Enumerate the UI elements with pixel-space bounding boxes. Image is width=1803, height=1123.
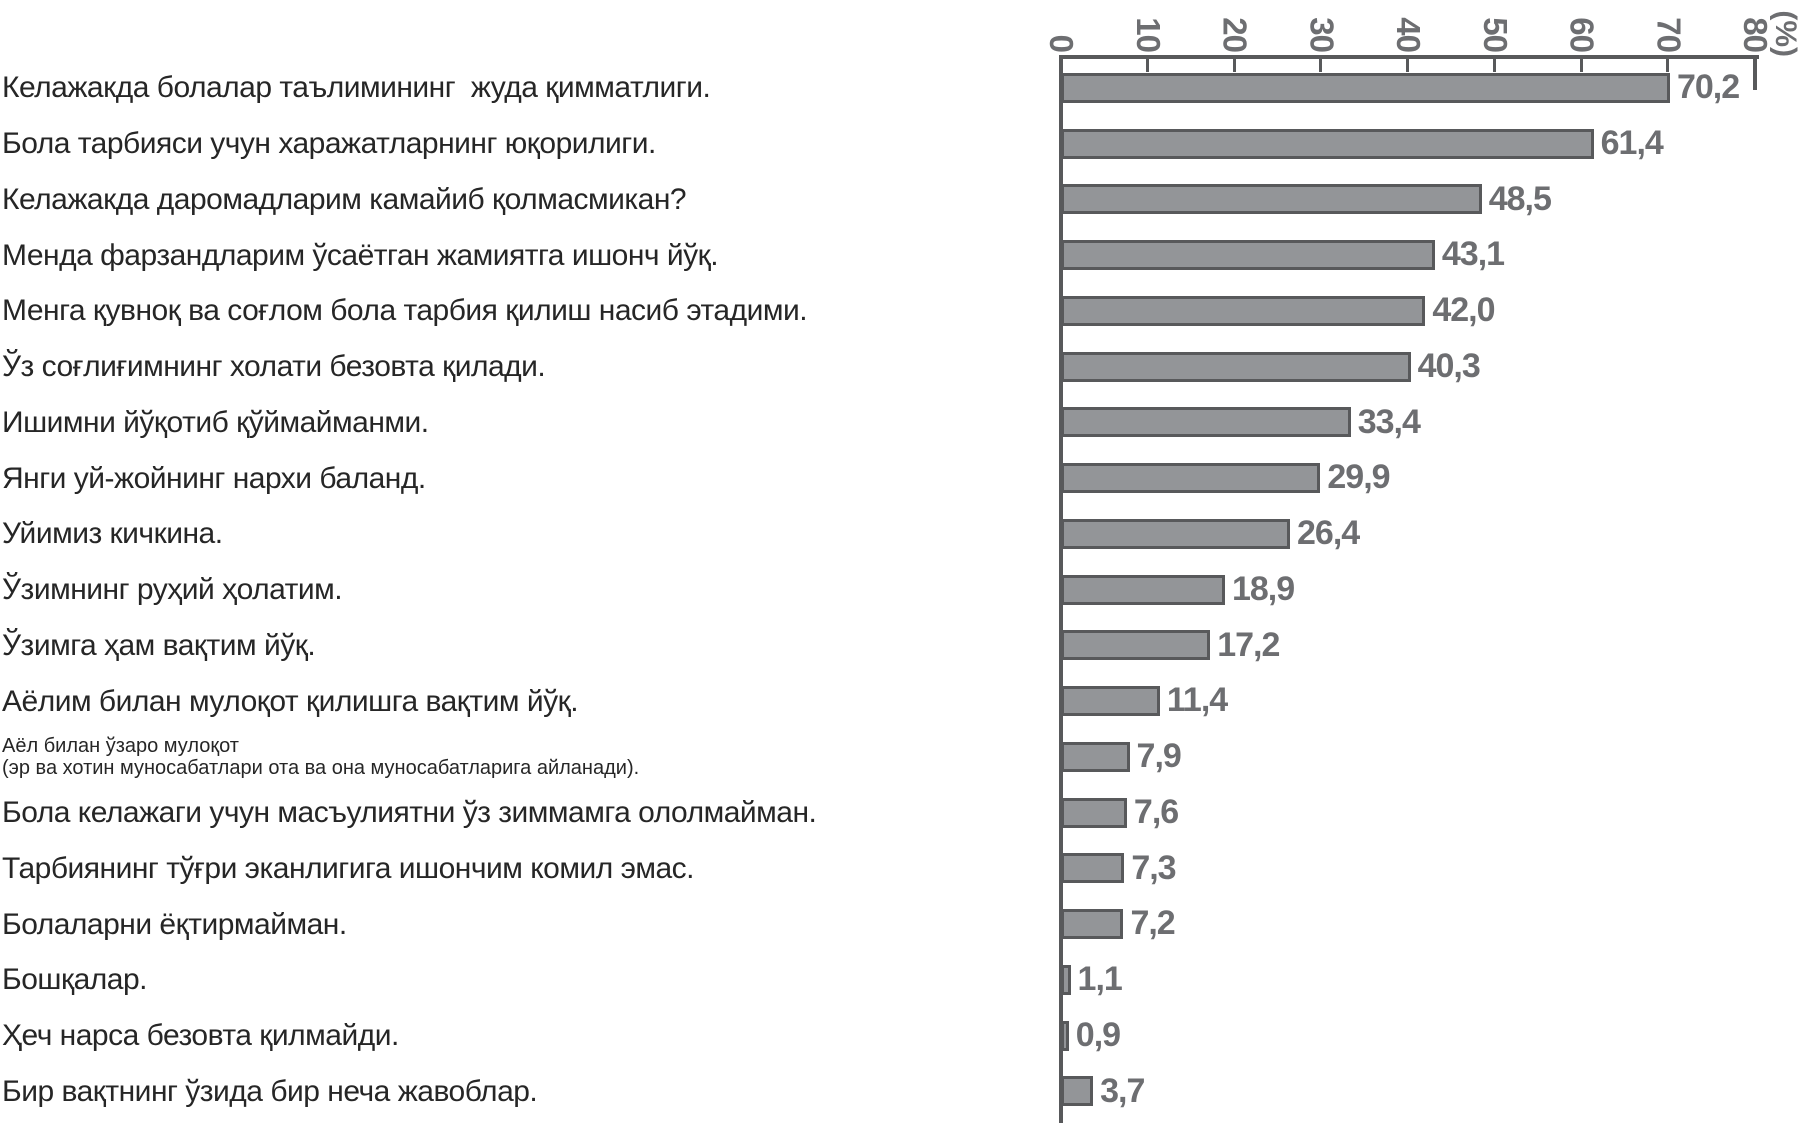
bar [1061,686,1160,716]
percent-unit-label: (%) [1769,10,1802,57]
bar [1061,73,1670,103]
value-label: 26,4 [1297,514,1360,552]
chart-row [0,562,1803,618]
value-label: 3,7 [1100,1071,1145,1110]
category-label: Тарбиянинг тўғри эканлигига ишончим комил эмас. [2,851,695,885]
bar [1061,129,1594,159]
bar [1061,240,1435,270]
bar [1061,909,1123,939]
x-axis-tick-label: 30 [1303,17,1341,52]
bar [1061,965,1071,995]
x-axis-line [1059,55,1759,59]
category-label: Аёлим билан мулоқот қилишга вақтим йўқ. [2,684,579,718]
chart-row [0,395,1803,451]
x-axis-tick-label: 70 [1650,17,1688,52]
value-label: 40,3 [1417,346,1480,385]
category-label: Ўзимнинг руҳий ҳолатим. [2,573,343,607]
value-label: 48,5 [1488,179,1551,218]
chart-row [0,841,1803,897]
bar [1061,352,1411,382]
bar [1061,463,1320,493]
category-label: Бола келажаги учун масъулиятни ўз зиммамга ололмайман. [2,796,817,830]
x-axis-tick-label: 10 [1129,17,1167,52]
value-label: 70,2 [1676,68,1740,106]
category-label: Келажакда болалар таълимининг жуда қимматлиги. [2,71,711,105]
category-label: Ўзимга ҳам вақтим йўқ. [2,628,316,662]
chart-row [0,785,1803,841]
bar [1061,853,1124,883]
value-label: 33,4 [1357,402,1420,441]
x-axis-tick-label: 20 [1216,17,1254,52]
value-label: 7,6 [1133,792,1179,831]
value-label: 43,1 [1441,235,1505,274]
category-label: Менга қувноқ ва соғлом бола тарбия қилиш насиб этадими. [2,294,808,328]
chart-row [0,172,1803,228]
bar [1061,742,1130,772]
chart-row [0,506,1803,562]
chart-row [0,450,1803,506]
category-label: Болаларни ёқтирмайман. [2,907,347,941]
value-label: 61,4 [1600,123,1663,162]
chart-row [0,896,1803,952]
category-label: Бир вақтнинг ўзида бир неча жавоблар. [2,1074,538,1108]
bar [1061,798,1127,828]
x-axis-tick-label: 0 [1043,34,1080,52]
chart-row [0,1064,1803,1120]
chart-row [0,227,1803,283]
value-label: 11,4 [1166,681,1228,720]
x-axis-tick-label: 60 [1563,17,1601,52]
bar [1061,184,1482,214]
bar [1061,407,1351,437]
category-label: Бола тарбияси учун харажатларнинг юқорилиги. [2,127,656,161]
bar [1061,519,1290,549]
bar [1061,575,1225,605]
category-label: Ўз соғлиғимнинг холати безовта қилади. [2,350,546,384]
chart-row [0,60,1803,116]
category-label: Менда фарзандларим ўсаётган жамиятга ишонч йўқ. [2,238,719,272]
chart-row [0,339,1803,395]
bar [1061,1076,1093,1106]
value-label: 42,0 [1432,291,1495,329]
chart-row [0,116,1803,172]
chart-row [0,283,1803,339]
bar [1061,630,1210,660]
category-label: Бошқалар. [2,963,147,997]
x-axis-tick-label: 50 [1476,17,1514,52]
chart-row [0,952,1803,1008]
bar [1061,1021,1069,1051]
category-label: Ҳеч нарса безовта қилмайди. [2,1019,399,1053]
value-label: 1,1 [1077,960,1122,998]
x-axis-tick-label: 40 [1390,17,1427,52]
chart-row [0,618,1803,674]
bar [1061,296,1425,326]
chart-row [0,673,1803,729]
value-label: 0,9 [1075,1015,1121,1054]
value-label: 17,2 [1217,625,1280,664]
x-axis-tick-label: 80 [1737,17,1774,52]
value-label: 29,9 [1327,458,1390,497]
category-label: Ишимни йўқотиб қўймайманми. [2,405,429,439]
value-label: 7,3 [1131,848,1176,887]
category-label: Аёл билан ўзаро мулоқот (эр ва хотин муносабатлари ота ва она муносабатларига айланади). [2,734,640,779]
chart-row [0,1008,1803,1064]
category-label: Келажакда даромадларим камайиб қолмасмикан? [2,182,687,216]
chart-row [0,729,1803,785]
category-label: Уйимиз кичкина. [2,517,223,551]
value-label: 7,2 [1130,904,1175,943]
value-label: 18,9 [1231,569,1295,608]
value-label: 7,9 [1136,737,1181,775]
category-label: Янги уй-жойнинг нархи баланд. [2,461,426,495]
